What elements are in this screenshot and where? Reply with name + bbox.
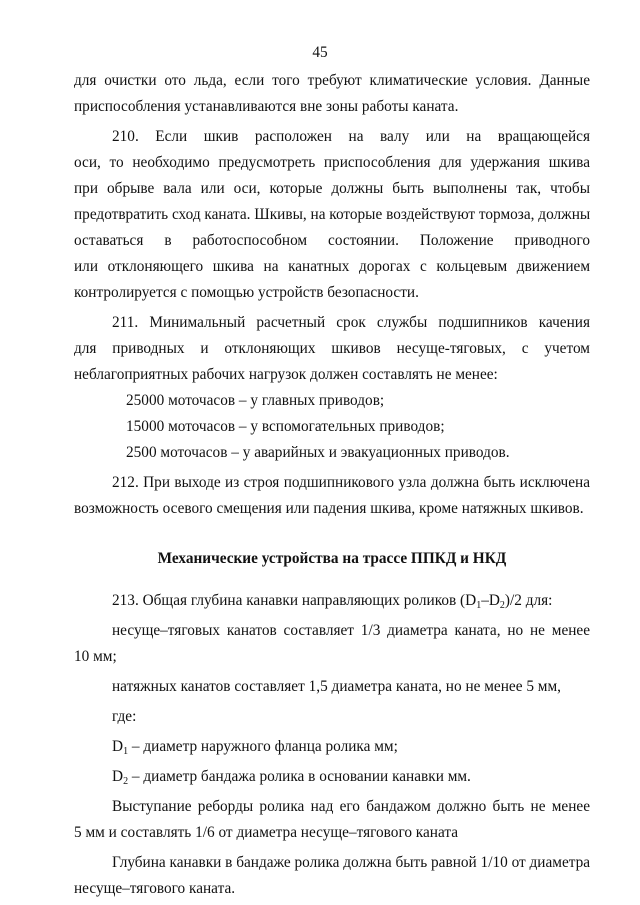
text-line: Глубина канавки в бандаже ролика должна быть равной 1/10 от диаметра — [112, 854, 591, 871]
text-line: 5 мм и составлять 1/6 от диаметра несуще–тягового каната — [74, 824, 459, 841]
text-line: контролируется с помощью устройств безопасности. — [74, 284, 419, 301]
text-line: неблагоприятных рабочих нагрузок должен составлять не менее: — [74, 366, 498, 383]
text-line: оси, то необходимо предусмотреть приспособления для удержания шкива — [74, 154, 590, 171]
text-line: при обрыве вала или оси, которые должны быть выполнены так, чтобы — [74, 180, 590, 197]
paragraph-212-line: 212. При выходе из строя подшипникового узла должна быть исключена — [112, 474, 590, 491]
paragraph-213-line: 213. Общая глубина канавки направляющих роликов $(D_1-D_2)/2$ для: — [112, 592, 553, 611]
text-line: предотвратить сход каната. Шкивы, на которые воздействуют тормоза, должны — [74, 206, 591, 223]
text-line: 10 мм; — [74, 648, 117, 665]
definition-d1: $D_1$ – диаметр наружного фланца ролика мм; — [112, 738, 398, 757]
page-number: 45 — [312, 44, 328, 61]
text-line: Выступание реборды ролика над его бандажом должно быть не менее — [112, 798, 590, 815]
text-line: несуще–тягового каната. — [74, 880, 236, 897]
paragraph-211-line: 211. Минимальный расчетный срок службы подшипников качения — [112, 314, 590, 331]
section-heading: Механические устройства на трассе ППКД и НКД — [157, 550, 507, 567]
text-line: или отклоняющего шкива на канатных дорогах с кольцевым движением — [74, 258, 590, 275]
text-line: оставаться в работоспособном состоянии. Положение приводного — [74, 232, 590, 249]
text-line: несуще–тяговых канатов составляет 1/3 диаметра каната, но не менее — [112, 622, 590, 639]
document-body — [74, 68, 590, 902]
definition-d2: $D_2$ – диаметр бандажа ролика в основании канавки мм. — [112, 768, 471, 787]
list-item: 2500 моточасов – у аварийных и эвакуационных приводов. — [126, 444, 510, 461]
paragraph-210-line: 210. Если шкив расположен на валу или на вращающейся — [112, 128, 590, 145]
text-line: для приводных и отклоняющих шкивов несуще-тяговых, с учетом — [74, 340, 590, 357]
text-line: для очистки ото льда, если того требуют климатические условия. Данные — [74, 72, 590, 89]
text-line: возможность осевого смещения или падения шкива, кроме натяжных шкивов. — [74, 500, 584, 517]
list-item: 25000 моточасов – у главных приводов; — [126, 392, 385, 409]
text-line: натяжных канатов составляет 1,5 диаметра каната, но не менее 5 мм, — [112, 678, 561, 695]
text-line: где: — [112, 708, 137, 725]
list-item: 15000 моточасов – у вспомогательных приводов; — [126, 418, 445, 435]
text-line: приспособления устанавливаются вне зоны работы каната. — [74, 98, 459, 115]
